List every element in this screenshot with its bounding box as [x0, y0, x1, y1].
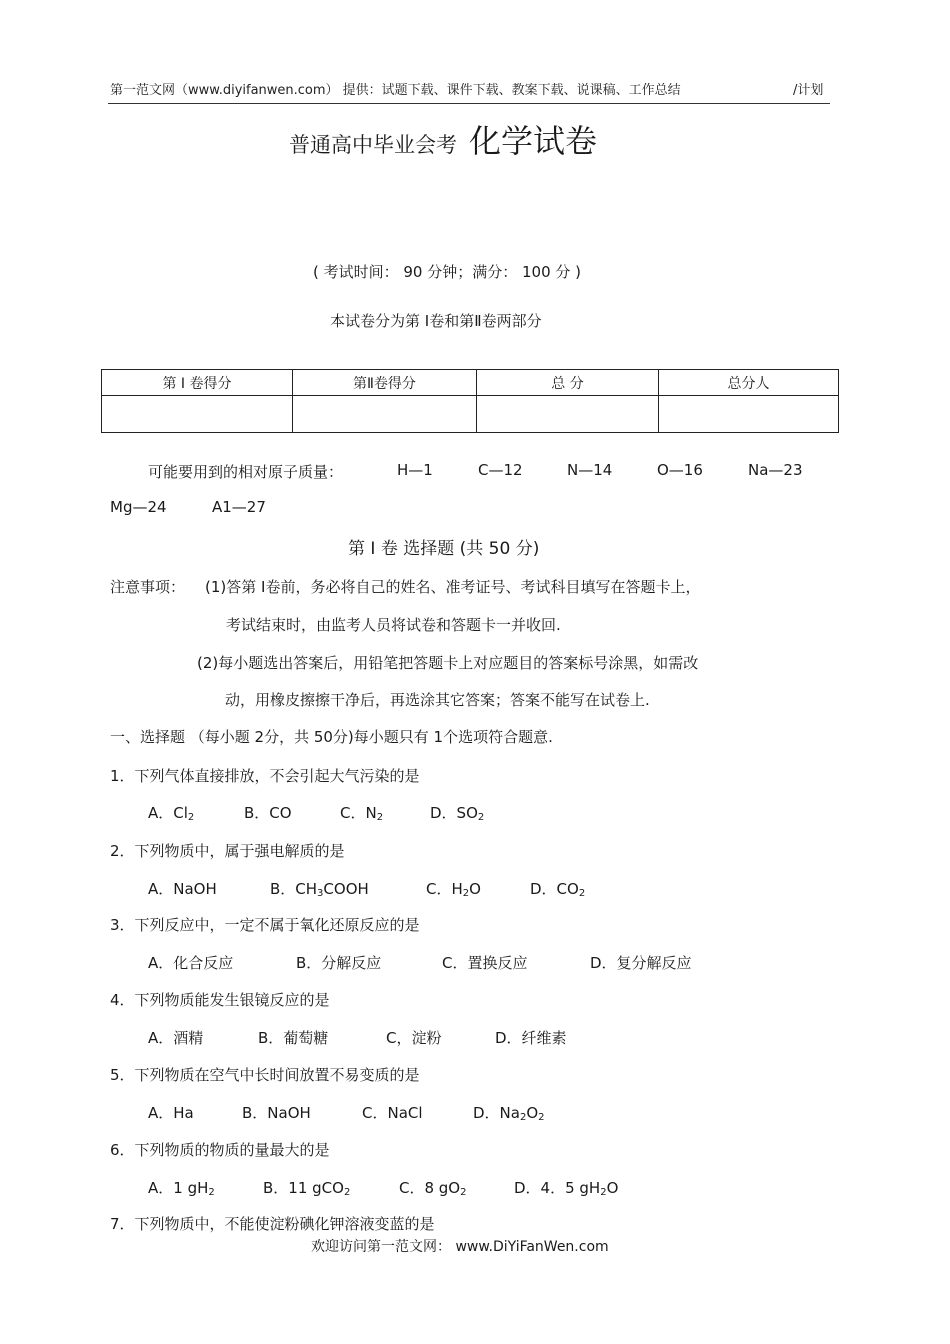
option-d[interactable]: D．纤维素: [495, 1029, 567, 1047]
option-c[interactable]: C．8 $gO_2$: [399, 1179, 467, 1198]
option-b[interactable]: B．分解反应: [296, 954, 382, 972]
atomic-mass-h: H—1: [397, 461, 433, 479]
option-d[interactable]: D．$SO_2$: [430, 804, 485, 823]
option-b[interactable]: B．NaOH: [242, 1104, 311, 1122]
question-6-options: [148, 1177, 668, 1197]
option-a[interactable]: A．化合反应: [148, 954, 234, 972]
score-table: [101, 369, 839, 433]
question-2-options: [148, 878, 628, 898]
option-b[interactable]: B．11 gCO$_2$: [263, 1179, 351, 1198]
question-6-stem: 6．下列物质的物质的量最大的是: [110, 1141, 330, 1159]
question-5-stem: 5．下列物质在空气中长时间放置不易变质的是: [110, 1066, 420, 1084]
score-header-part2: 第Ⅱ卷得分: [293, 370, 477, 396]
title-big: 化学试卷: [469, 122, 598, 160]
score-header-total: 总 分: [477, 370, 659, 396]
paper-parts: 本试卷分为第 Ⅰ卷和第Ⅱ卷两部分: [330, 312, 542, 330]
notes-label: 注意事项：: [110, 578, 186, 596]
question-1-options: [148, 802, 548, 822]
option-a[interactable]: A．1 $gH_2$: [148, 1179, 215, 1198]
option-d[interactable]: D．4．5 $gH_2O$: [514, 1179, 619, 1198]
notes-line1: (1)答第 Ⅰ卷前，务必将自己的姓名、准考证号、考试科目填写在答题卡上，: [205, 578, 701, 596]
question-5-options: [148, 1102, 628, 1122]
option-b[interactable]: B．葡萄糖: [258, 1029, 329, 1047]
question-7-stem: 7．下列物质中，不能使淀粉碘化钾溶液变蓝的是: [110, 1215, 435, 1233]
option-c[interactable]: C．NaCl: [362, 1104, 423, 1122]
score-cell-total[interactable]: [477, 396, 659, 433]
page-footer: 欢迎访问第一范文网： www.DiYiFanWen.com: [311, 1239, 609, 1255]
question-2-stem: 2．下列物质中，属于强电解质的是: [110, 842, 345, 860]
option-c[interactable]: C．$N_2$: [340, 804, 384, 823]
page-title: [289, 116, 597, 162]
option-a[interactable]: A．NaOH: [148, 880, 217, 898]
notes-line4: 动，用橡皮擦擦干净后，再选涂其它答案；答案不能写在试卷上.: [225, 691, 650, 709]
question-4-options: [148, 1027, 628, 1047]
header-left-text: 第一范文网（www.diyifanwen.com） 提供：试题下载、课件下载、教案下载、说课稿、工作总结: [110, 83, 681, 98]
option-b[interactable]: B．$CH_3COOH$: [270, 880, 369, 899]
score-cell-part1[interactable]: [102, 396, 293, 433]
section1-title: 第 Ⅰ 卷 选择题 (共 50 分): [348, 539, 540, 559]
notes-line3: (2)每小题选出答案后，用铅笔把答题卡上对应题目的答案标号涂黑，如需改: [197, 654, 699, 672]
option-d[interactable]: D．$CO_2$: [530, 880, 586, 899]
option-c[interactable]: C，淀粉: [386, 1029, 442, 1047]
part1-heading: 一、选择题 （每小题 2分，共 50分)每小题只有 1个选项符合题意.: [110, 728, 553, 746]
atomic-mass-c: C—12: [478, 461, 523, 479]
question-3-stem: 3．下列反应中，一定不属于氧化还原反应的是: [110, 916, 420, 934]
atomic-mass-na: Na—23: [748, 461, 803, 479]
atomic-mass-label: 可能要用到的相对原子质量：: [148, 463, 344, 481]
option-a[interactable]: A．$Cl_2$: [148, 804, 195, 823]
option-b[interactable]: B．CO: [244, 804, 292, 822]
notes-line2: 考试结束时，由监考人员将试卷和答题卡一并收回.: [226, 616, 561, 634]
question-1-stem: 1．下列气体直接排放，不会引起大气污染的是: [110, 767, 420, 785]
option-a[interactable]: A．酒精: [148, 1029, 204, 1047]
score-header-grader: 总分人: [659, 370, 839, 396]
option-d[interactable]: D．复分解反应: [590, 954, 692, 972]
score-header-part1: 第 Ⅰ 卷得分: [102, 370, 293, 396]
question-3-options: [148, 952, 728, 972]
atomic-mass-o: O—16: [657, 461, 703, 479]
option-d[interactable]: D．$Na_2O_2$: [473, 1104, 545, 1123]
option-a[interactable]: A．Ha: [148, 1104, 194, 1122]
atomic-mass-mg: Mg—24: [110, 498, 167, 516]
score-cell-part2[interactable]: [293, 396, 477, 433]
exam-info: ( 考试时间： 90 分钟；满分： 100 分 ): [313, 263, 582, 281]
option-c[interactable]: C．$H_2O$: [426, 880, 481, 899]
header-right-text: /计划: [793, 83, 824, 98]
title-small: 普通高中毕业会考: [289, 133, 457, 157]
page-header: [110, 79, 824, 98]
score-cell-grader[interactable]: [659, 396, 839, 433]
atomic-mass-n: N—14: [567, 461, 613, 479]
atomic-mass-al: A1—27: [212, 498, 266, 516]
header-divider: [108, 103, 830, 104]
question-4-stem: 4．下列物质能发生银镜反应的是: [110, 991, 330, 1009]
option-c[interactable]: C．置换反应: [442, 954, 528, 972]
